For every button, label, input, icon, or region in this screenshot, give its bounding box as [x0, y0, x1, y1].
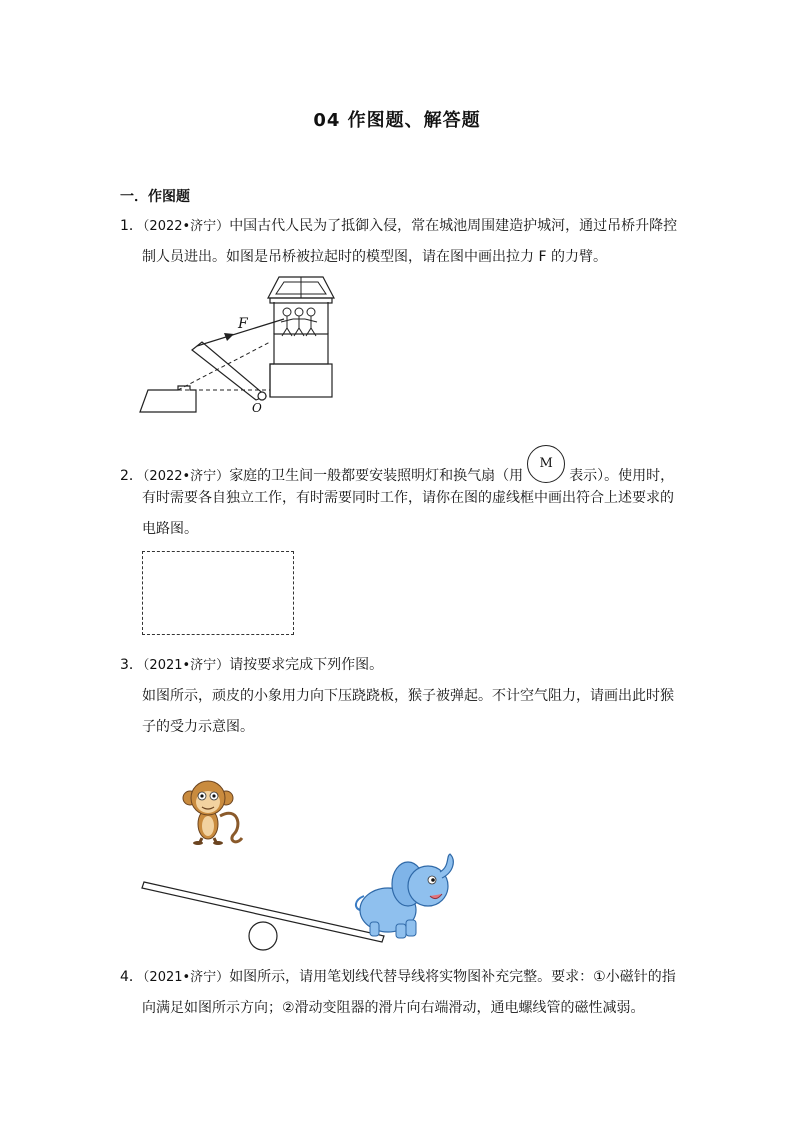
q3-line-1: [120, 655, 383, 676]
motor-symbol-icon: M: [527, 445, 565, 483]
q4-number: 4．: [120, 969, 143, 985]
q1-line-1: [120, 216, 677, 237]
q2-number: 2．: [120, 468, 143, 484]
page-title: 04 作图题、解答题: [313, 110, 481, 131]
q3-text-2: 如图所示，顽皮的小象用力向下压跷跷板，猴子被弹起。不计空气阻力，请画出此时猴: [142, 688, 674, 704]
q3-number: 3．: [120, 657, 143, 673]
q4-line-1: [120, 967, 676, 988]
q3-text-1: 请按要求完成下列作图。: [229, 657, 384, 673]
pivot-label-o: O: [252, 401, 262, 415]
q2-text-2: 有时需要各自独立工作，有时需要同时工作，请你在图的虚线框中画出符合上述要求的: [142, 490, 674, 506]
drawbridge-figure: [138, 272, 348, 417]
q4-text-1: 如图所示，请用笔划线代替导线将实物图补充完整。要求：①小磁针的指: [229, 969, 676, 985]
q1-text-2: 制人员进出。如图是吊桥被拉起时的模型图，请在图中画出拉力 F 的力臂。: [142, 249, 607, 265]
q2-source: （2022•济宁）: [142, 469, 230, 484]
q3-source: （2021•济宁）: [142, 658, 230, 673]
q4-text-2: 向满足如图所示方向；②滑动变阻器的滑片向右端滑动，通电螺线管的磁性减弱。: [142, 1000, 645, 1016]
q2-text-1b: 表示）。使用时，: [569, 468, 675, 484]
q1-text-1: 中国古代人民为了抵御入侵，常在城池周围建造护城河，通过吊桥升降控: [229, 218, 678, 234]
seesaw-figure: [138, 776, 468, 956]
q4-source: （2021•济宁）: [142, 970, 230, 985]
q1-number: 1．: [120, 218, 143, 234]
q2-text-3: 电路图。: [142, 521, 198, 537]
force-label-f: F: [238, 316, 248, 332]
elephant-icon: [356, 854, 453, 938]
q2-text-1a: 家庭的卫生间一般都要安装照明灯和换气扇（用: [229, 468, 524, 484]
circuit-answer-box: [142, 551, 294, 635]
section-heading-drawing: 一．作图题: [120, 189, 190, 205]
q3-text-3: 子的受力示意图。: [142, 719, 254, 735]
q1-source: （2022•济宁）: [142, 219, 230, 234]
monkey-icon: [183, 781, 242, 845]
